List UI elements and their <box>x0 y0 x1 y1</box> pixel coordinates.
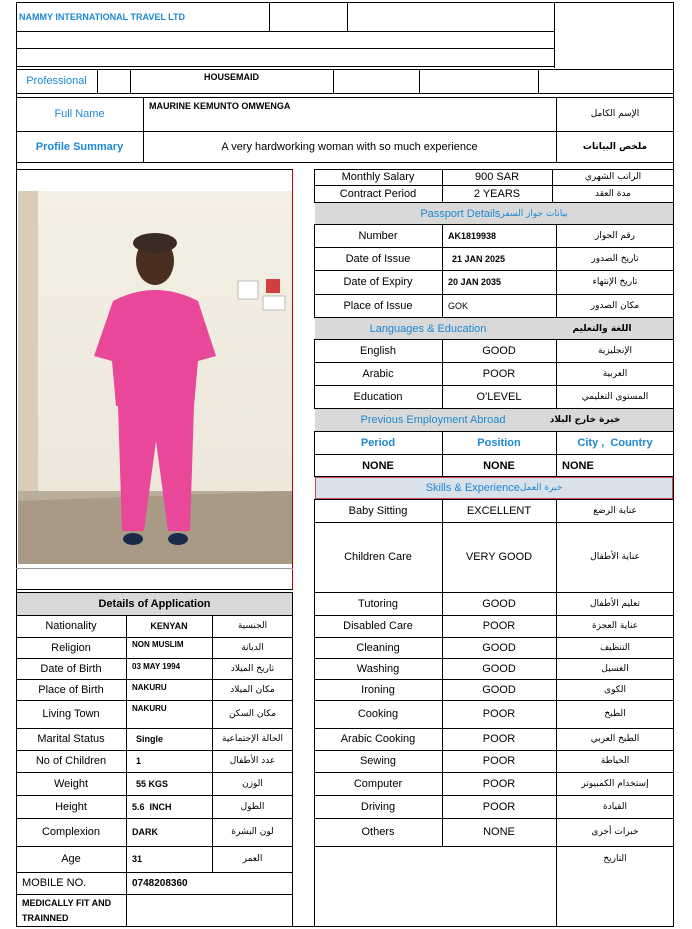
children-ar: عدد الأطفال <box>229 756 276 766</box>
passport-place-value: GOK <box>448 301 469 311</box>
employment-position-value: NONE <box>483 459 515 472</box>
passport-issue-label: Date of Issue <box>345 252 411 265</box>
pob-label: Place of Birth <box>38 683 104 696</box>
skill-ar-washing: الغسيل <box>601 663 629 674</box>
contract-value: 2 YEARS <box>473 187 521 200</box>
professional-value: HOUSEMAID <box>203 72 259 82</box>
professional-label: Professional <box>26 75 87 87</box>
candidate-photo <box>18 191 292 564</box>
children-label: No of Children <box>35 755 107 767</box>
education-value: O'LEVEL <box>476 391 522 403</box>
employment-period-value: NONE <box>362 459 394 472</box>
passport-header-text: Passport Details <box>420 207 501 220</box>
employment-col-period: Period <box>360 436 396 449</box>
employment-location-value: NONE <box>562 459 594 472</box>
marital-label: Marital Status <box>37 733 105 745</box>
nationality-value: KENYAN <box>150 621 188 631</box>
passport-number-label: Number <box>358 229 398 242</box>
salary-value: 900 SAR <box>474 171 520 183</box>
skill-ar-sewing: الخياطة <box>600 756 630 766</box>
languages-header-ar: اللغة والتعليم <box>572 323 632 334</box>
pob-value: NAKURU <box>132 682 167 692</box>
passport-number-value: AK1819938 <box>448 230 497 241</box>
mobile-value: 0748208360 <box>132 877 188 889</box>
skill-label-cleaning: Cleaning <box>356 641 400 654</box>
skill-label-computer: Computer <box>353 777 403 790</box>
living-town-label: Living Town <box>42 708 100 720</box>
skill-value-ironing: GOOD <box>482 683 516 696</box>
skill-value-cooking: POOR <box>482 708 516 720</box>
skill-label-children-care: Children Care <box>344 551 412 563</box>
skill-value-washing: GOOD <box>482 662 516 675</box>
profile-summary-ar: ملخص البيانات <box>582 141 648 152</box>
complexion-ar: لون البشرة <box>231 827 274 837</box>
weight-ar: الوزن <box>242 778 263 789</box>
skill-ar-baby-sitting: عناية الرضع <box>593 505 637 516</box>
skill-value-tutoring: GOOD <box>482 597 516 610</box>
children-value: 1 <box>136 756 142 766</box>
mobile-label: MOBILE NO. <box>22 877 87 889</box>
employment-header-ar: خبرة خارج البلاد <box>549 415 621 425</box>
skill-value-baby-sitting: EXCELLENT <box>466 504 532 517</box>
passport-issue-ar: تاريخ الصدور <box>591 253 639 264</box>
employment-header-text: Previous Employment Abroad <box>360 414 506 426</box>
skill-ar-arabic-cooking: الطبخ العربي <box>590 734 640 744</box>
salary-ar: الراتب الشهري <box>584 172 642 182</box>
skill-value-others: NONE <box>483 826 515 838</box>
passport-place-ar: مكان الصدور <box>590 301 640 311</box>
passport-expiry-value: 20 JAN 2035 <box>448 277 502 287</box>
skill-ar-computer: إستخدام الكمبيوتر <box>581 778 649 789</box>
religion-label: Religion <box>51 641 91 654</box>
passport-expiry-label: Date of Expiry <box>343 276 413 288</box>
skill-ar-tutoring: تعليم الأطفال <box>589 598 641 609</box>
arabic-label: Arabic <box>362 367 394 380</box>
skill-label-sewing: Sewing <box>359 755 397 767</box>
weight-label: Weight <box>53 777 89 790</box>
marital-ar: الحالة الإجتماعية <box>222 734 283 744</box>
full-name-ar: الإسم الكامل <box>590 109 640 119</box>
passport-place-label: Place of Issue <box>343 300 413 312</box>
passport-header-ar: بيانات جواز السفر <box>500 208 568 219</box>
living-town-value: NAKURU <box>132 703 167 713</box>
skill-value-disabled-care: POOR <box>482 620 516 632</box>
skill-label-arabic-cooking: Arabic Cooking <box>340 733 416 745</box>
skill-ar-ironing: الكوى <box>604 684 626 695</box>
employment-col-position: Position <box>477 436 521 449</box>
skills-header-text: Skills & Experience <box>425 482 520 494</box>
employment-col-location: City , Country <box>577 436 653 449</box>
skill-ar-others: خبرات أخرى <box>591 827 639 837</box>
skill-value-driving: POOR <box>482 800 516 813</box>
passport-expiry-ar: تاريخ الإنتهاء <box>592 277 638 287</box>
weight-value: 55 KGS <box>136 778 169 789</box>
skills-header-ar: خبرة العمل <box>519 483 563 493</box>
skill-value-cleaning: GOOD <box>482 641 516 654</box>
height-label: Height <box>55 800 87 813</box>
skill-ar-driving: القيادة <box>603 801 627 812</box>
passport-issue-value: 21 JAN 2025 <box>452 253 506 264</box>
languages-header-text: Languages & Education <box>369 322 487 335</box>
skill-label-baby-sitting: Baby Sitting <box>348 504 408 517</box>
pob-ar: مكان الميلاد <box>230 684 275 695</box>
skill-label-driving: Driving <box>360 800 396 813</box>
company-name: NAMMY INTERNATIONAL TRAVEL LTD <box>19 11 185 22</box>
salary-label: Monthly Salary <box>341 171 415 183</box>
passport-number-ar: رقم الجواز <box>594 230 636 241</box>
dob-value: 03 MAY 1994 <box>132 661 181 671</box>
height-ar: الطول <box>240 801 265 812</box>
skill-label-washing: Washing <box>356 662 400 675</box>
english-ar: الإنجليزية <box>598 345 632 356</box>
full-name-value: MAURINE KEMUNTO OMWENGA <box>149 101 291 111</box>
english-label: English <box>359 344 397 357</box>
religion-ar: الديانة <box>241 642 264 653</box>
english-value: GOOD <box>482 344 516 357</box>
age-ar: العمر <box>242 854 263 864</box>
dob-label: Date of Birth <box>40 662 102 675</box>
contract-ar: مدة العقد <box>595 188 631 199</box>
date-ar: التاريخ <box>603 854 627 864</box>
skill-value-arabic-cooking: POOR <box>482 733 516 745</box>
skill-label-tutoring: Tutoring <box>358 597 398 610</box>
skill-label-others: Others <box>361 826 395 838</box>
height-value: 5.6 INCH <box>132 801 172 812</box>
marital-value: Single <box>136 734 164 744</box>
skill-ar-children-care: عناية الأطفال <box>590 552 640 562</box>
age-value: 31 <box>132 854 143 864</box>
living-town-ar: مكان السكن <box>228 709 277 719</box>
skill-value-children-care: VERY GOOD <box>465 551 533 563</box>
passport-header <box>314 203 674 224</box>
skill-ar-cooking: الطبخ <box>604 709 626 719</box>
skill-value-sewing: POOR <box>482 755 516 767</box>
skill-label-disabled-care: Disabled Care <box>343 620 413 632</box>
application-header: Details of Application <box>98 598 211 610</box>
profile-summary-value: A very hardworking woman with so much experience <box>221 140 478 153</box>
skill-label-cooking: Cooking <box>357 708 399 720</box>
full-name-label: Full Name <box>54 108 105 120</box>
dob-ar: تاريخ الميلاد <box>230 663 275 674</box>
medical-label: MEDICALLY FIT AND TRAINNED <box>22 898 112 923</box>
arabic-value: POOR <box>482 367 516 380</box>
nationality-ar: الجنسية <box>237 621 268 631</box>
education-ar: المستوى التعليمي <box>581 392 649 402</box>
skill-ar-disabled-care: عناية العجزة <box>591 621 639 631</box>
skill-label-ironing: Ironing <box>361 683 395 696</box>
age-label: Age <box>61 853 81 865</box>
education-label: Education <box>353 391 403 403</box>
skills-header <box>314 477 674 499</box>
nationality-label: Nationality <box>45 620 97 632</box>
religion-value: NON MUSLIM <box>132 639 184 649</box>
profile-summary-label: Profile Summary <box>35 140 124 153</box>
complexion-label: Complexion <box>41 826 101 838</box>
skill-ar-cleaning: التنظيف <box>599 642 631 653</box>
contract-label: Contract Period <box>339 187 417 200</box>
skill-value-computer: POOR <box>482 777 516 790</box>
arabic-ar: العربية <box>602 368 628 379</box>
complexion-value: DARK <box>132 827 158 837</box>
